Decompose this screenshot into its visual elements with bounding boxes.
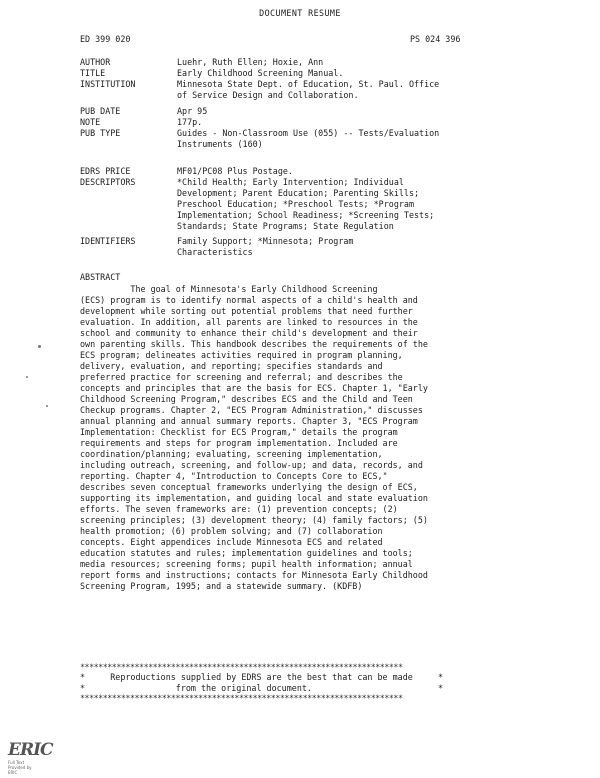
field-value: *Child Health; Early Intervention; Individual Development; Parent Education; Parenting Skills; Preschool Education; *Preschool Tests; *Program Implementation; School Readiness; *Screening Tests; Standards; State Programs; State Regulation (177, 177, 435, 231)
field-value: Apr 95 (177, 106, 208, 116)
field-value: 177p. (177, 117, 203, 127)
star-border-bottom: *********************************************************************** (80, 693, 403, 703)
abstract-body: The goal of Minnesota's Early Childhood Screening (ECS) program is to identify normal aspects of a child's health and development while sorting out potential problems that need further evaluation. In addition, all parents are linked to resources in the school and community to enhance their child's development and their own parenting skills. This handbook describes the requirements of the ECS program; delineates activities required in program planning, delivery, evaluation, and reporting; specifies standards and preferred practice for screening and referral; and describes the concepts and principles that are the basis for ECS. Chapter 1, "Early Childhood Screening Program," describes ECS and the Child and Teen Checkup programs. Chapter 2, "ECS Program Administration," discusses annual planning and annual summary reports. Chapter 3, "ECS Program Implementation: Checklist for ECS Program," details the program requirements and steps for program implementation. Included are coordination/planning; evaluating, screening implementation, including outreach, screening, and follow-up; and data, records, and reporting. Chapter 4, "Introduction to Concepts Core to ECS," describes seven conceptual frameworks underlying the design of ECS, supporting its implementation, and guiding local and state evaluation efforts. The seven frameworks are: (1) prevention concepts; (2) screening principles; (3) development theory; (4) family factors; (5) health promotion; (6) problem solving; and (7) collaboration concepts. Eight appendices include Minnesota ECS and related education statutes and rules; implementation guidelines and tools; media resources; screening forms; pupil health information; annual report forms and instructions; contacts for Minnesota Early Childhood Screening Program, 1995; and a statewide summary. (KDFB) (80, 284, 428, 591)
star-border-top: *********************************************************************** (80, 662, 403, 672)
field-note (80, 117, 550, 128)
field-label: TITLE (80, 68, 106, 78)
field-pub-date (80, 106, 550, 117)
field-value: MF01/PC08 Plus Postage. (177, 166, 293, 176)
field-label: AUTHOR (80, 57, 111, 67)
field-descriptors (80, 177, 550, 232)
abstract-label: ABSTRACT (80, 272, 121, 282)
eric-logo (8, 740, 53, 775)
field-value: Guides - Non-Classroom Use (055) -- Tests/Evaluation Instruments (160) (177, 128, 440, 149)
ps-number: PS 024 396 (410, 34, 461, 44)
scan-speck (38, 345, 41, 348)
field-label: IDENTIFIERS (80, 236, 136, 246)
field-value: Minnesota State Dept. of Education, St. Paul. Office of Service Design and Collaboration. (177, 79, 440, 100)
field-label: NOTE (80, 117, 101, 127)
field-value: Family Support; *Minnesota; Program Characteristics (177, 236, 354, 257)
field-institution (80, 79, 550, 101)
field-label: DESCRIPTORS (80, 177, 136, 187)
field-label: PUB DATE (80, 106, 121, 116)
reproduction-note-line-2: * from the original document. * (80, 683, 444, 693)
field-label: EDRS PRICE (80, 166, 131, 176)
document-resume-title: DOCUMENT RESUME (259, 8, 341, 18)
scan-speck (46, 405, 48, 407)
field-value: Luehr, Ruth Ellen; Hoxie, Ann (177, 57, 324, 67)
field-label: PUB TYPE (80, 128, 121, 138)
field-title (80, 68, 550, 79)
field-author (80, 57, 550, 68)
field-label: INSTITUTION (80, 79, 136, 89)
scan-speck (26, 376, 28, 378)
field-value: Early Childhood Screening Manual. (177, 68, 344, 78)
ed-number: ED 399 020 (80, 34, 131, 44)
eric-logo-text: ERIC (8, 740, 53, 760)
field-identifiers (80, 236, 550, 258)
reproduction-note-line-1: * Reproductions supplied by EDRS are the best that can be made * (80, 672, 444, 682)
field-edrs-price (80, 166, 550, 177)
eric-logo-tagline: Full Text Provided by ERIC (8, 760, 32, 775)
field-pub-type (80, 128, 550, 150)
